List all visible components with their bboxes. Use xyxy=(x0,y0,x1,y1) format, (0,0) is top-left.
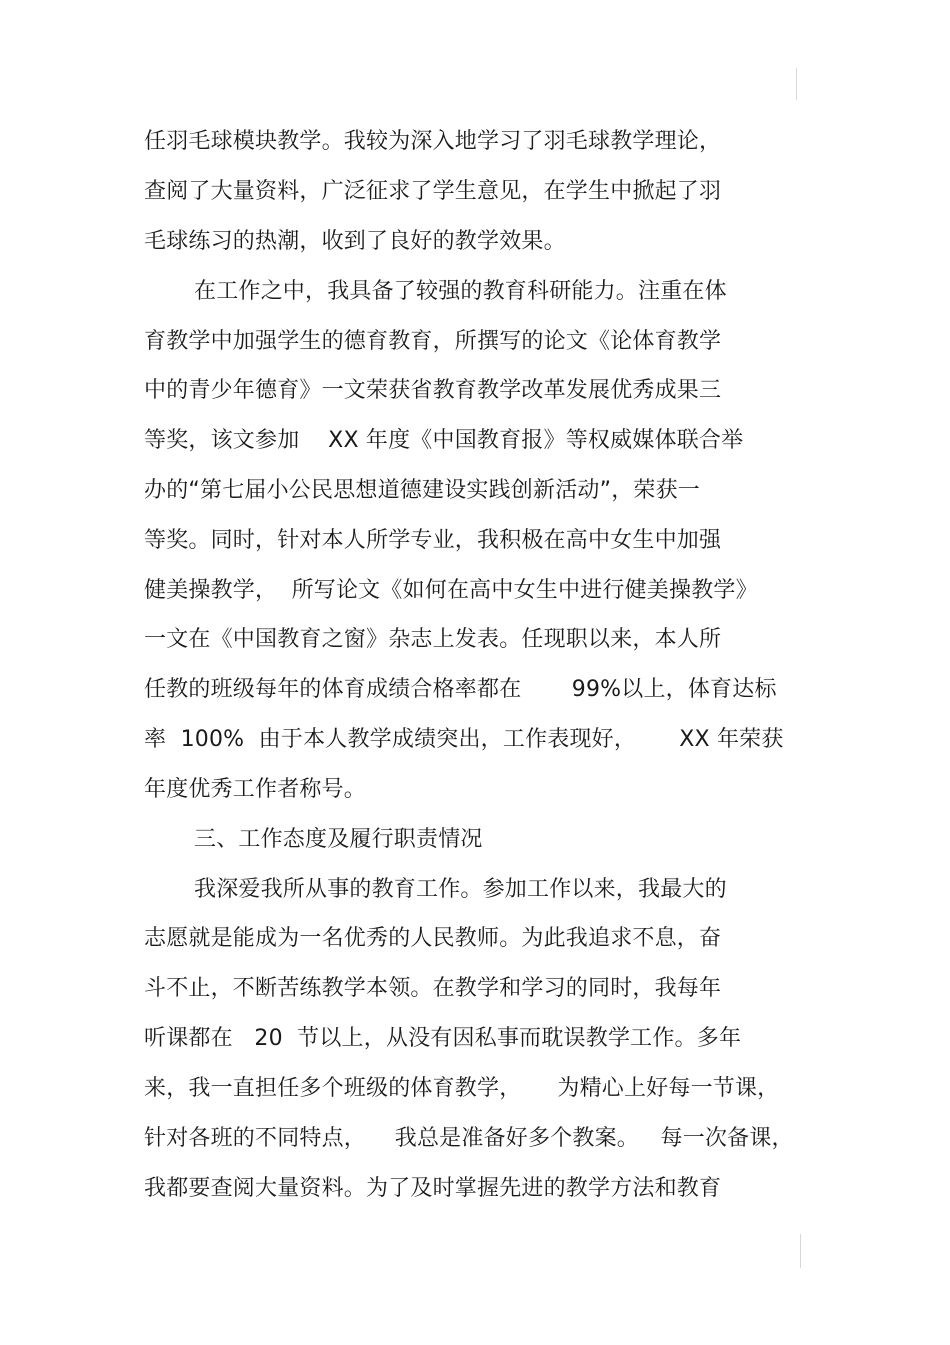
body-line-17: 志愿就是能成为一名优秀的人民教师。为此我追求不息，奋 xyxy=(144,926,722,951)
body-line-9: 等奖。同时，针对本人所学专业，我积极在高中女生中加强 xyxy=(144,528,722,553)
body-line-10: 健美操教学， 所写论文《如何在高中女生中进行健美操教学》 xyxy=(144,578,758,603)
body-line-5: 育教学中加强学生的德育教育，所撰写的论文《论体育教学 xyxy=(144,329,722,354)
body-line-11: 一文在《中国教育之窗》杂志上发表。任现职以来，本人所 xyxy=(144,627,722,652)
section-heading: 三、工作态度及履行职责情况 xyxy=(194,827,483,852)
body-line-22: 我都要查阅大量资料。为了及时掌握先进的教学方法和教育 xyxy=(144,1176,722,1201)
body-line-4: 在工作之中，我具备了较强的教育科研能力。注重在体 xyxy=(194,279,727,304)
body-line-13: 率 100% 由于本人教学成绩突出，工作表现好， XX 年荣获 xyxy=(144,727,784,752)
body-line-3: 毛球练习的热潮，收到了良好的教学效果。 xyxy=(144,229,566,254)
body-line-1: 任羽毛球模块教学。我较为深入地学习了羽毛球教学理论， xyxy=(144,129,722,154)
body-line-12: 任教的班级每年的体育成绩合格率都在 99%以上，体育达标 xyxy=(144,677,777,702)
body-line-6: 中的青少年德育》一文荣获省教育教学改革发展优秀成果三 xyxy=(144,378,722,403)
bottom-right-margin-mark xyxy=(800,1234,801,1268)
body-line-16: 我深爱我所从事的教育工作。参加工作以来，我最大的 xyxy=(194,877,727,902)
body-line-14: 年度优秀工作者称号。 xyxy=(144,777,367,802)
body-line-18: 斗不止，不断苦练教学本领。在教学和学习的同时，我每年 xyxy=(144,976,722,1001)
body-line-21: 针对各班的不同特点， 我总是准备好多个教案。 每一次备课， xyxy=(144,1126,794,1151)
top-right-margin-mark xyxy=(796,68,797,100)
body-line-8: 办的“第七届小公民思想道德建设实践创新活动”，荣获一 xyxy=(144,478,700,503)
body-line-19: 听课都在 20 节以上，从没有因私事而耽误教学工作。多年 xyxy=(144,1026,742,1051)
body-line-20: 来，我一直担任多个班级的体育教学， 为精心上好每一节课， xyxy=(144,1076,780,1101)
body-line-2: 查阅了大量资料，广泛征求了学生意见，在学生中掀起了羽 xyxy=(144,179,722,204)
body-line-7: 等奖，该文参加 XX 年度《中国教育报》等权威媒体联合举 xyxy=(144,428,744,453)
